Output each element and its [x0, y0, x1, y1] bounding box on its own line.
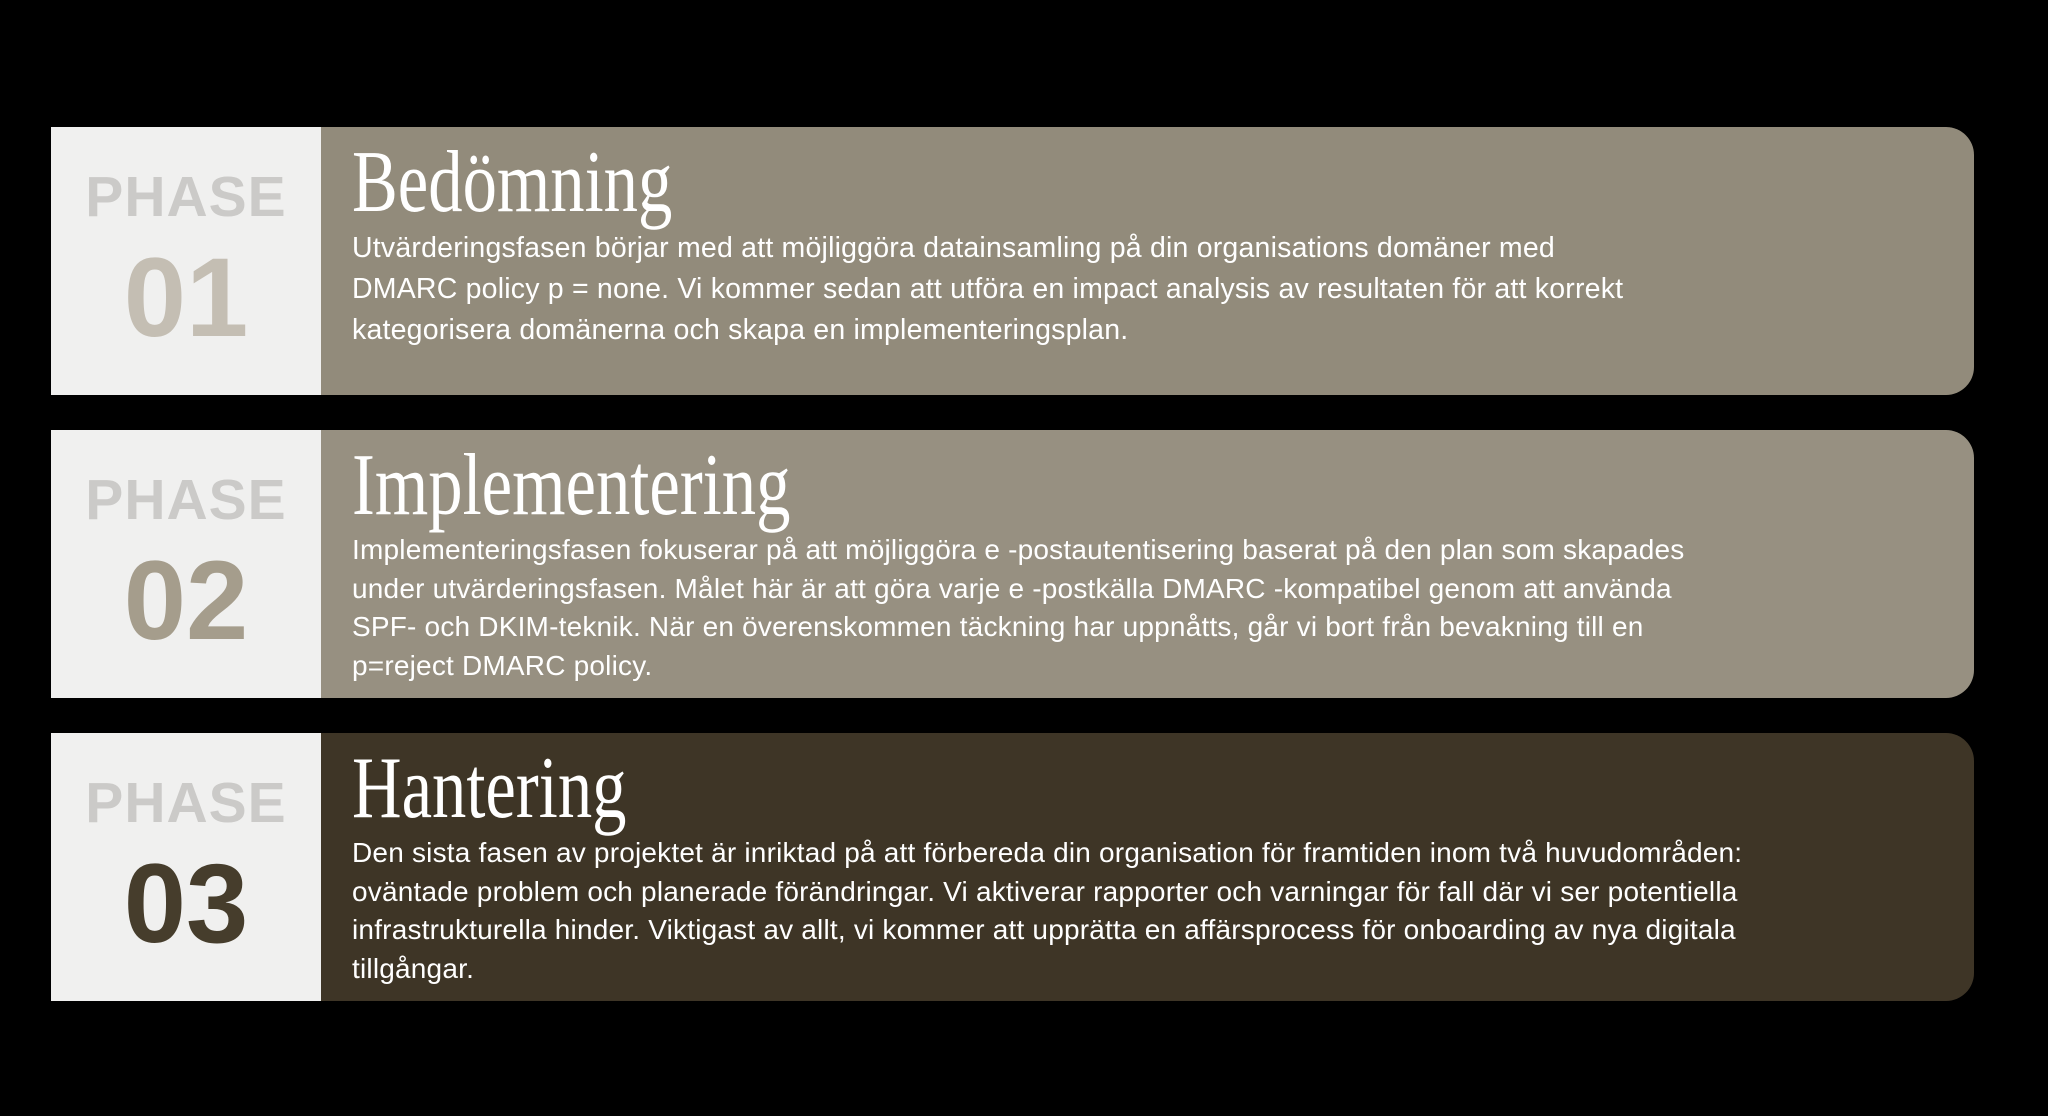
body-line: Implementeringsfasen fokuserar på att möjliggöra e -postautentisering baserat på den plan som skapades [352, 534, 1685, 565]
phase-card-3 [51, 733, 1974, 1001]
phase-2-content [321, 430, 1974, 698]
phase-1-panel [51, 127, 321, 395]
phase-card-2 [51, 430, 1974, 698]
body-line: infrastrukturella hinder. Viktigast av allt, vi kommer att upprätta en affärsprocess för onboarding av nya digitala [352, 914, 1736, 945]
phase-2-panel [51, 430, 321, 698]
phase-3-description [352, 834, 1934, 988]
phase-1-number: 01 [123, 234, 249, 360]
phase-1-content [321, 127, 1974, 395]
phase-2-title: Implementering [352, 437, 791, 534]
body-line: Den sista fasen av projektet är inriktad på att förbereda din organisation för framtiden inom två huvudområden: [352, 837, 1743, 868]
phase-1-title: Bedömning [352, 134, 673, 231]
phase-3-content [321, 733, 1974, 1001]
body-line: p=reject DMARC policy. [352, 649, 653, 681]
phase-card-1 [51, 127, 1974, 395]
phase-3-panel [51, 733, 321, 1001]
phase-3-title: Hantering [352, 740, 627, 837]
phase-2-number: 02 [123, 537, 249, 663]
body-line: SPF- och DKIM-teknik. När en överenskommen täckning har uppnåtts, går vi bort från bevakning till en [352, 611, 1644, 642]
body-line: tillgångar. [352, 952, 475, 984]
body-line: under utvärderingsfasen. Målet här är att göra varje e -postkälla DMARC -kompatibel genom att använda [352, 572, 1672, 604]
body-line: kategorisera domänerna och skapa en implementeringsplan. [352, 314, 1129, 346]
phase-2-label: PHASE [85, 467, 287, 532]
phase-1-label: PHASE [85, 164, 287, 229]
phase-2-description [352, 531, 1934, 685]
phase-3-number: 03 [123, 840, 249, 966]
phase-3-label: PHASE [85, 770, 287, 835]
body-line: Utvärderingsfasen börjar med att möjliggöra datainsamling på din organisations domäner med [352, 232, 1555, 264]
body-line: oväntade problem och planerade förändringar. Vi aktiverar rapporter och varningar för fall där vi ser potentiella [352, 875, 1738, 907]
phase-1-description [352, 228, 1934, 351]
body-line: DMARC policy p = none. Vi kommer sedan att utföra en impact analysis av resultaten för att korrekt [352, 273, 1624, 305]
